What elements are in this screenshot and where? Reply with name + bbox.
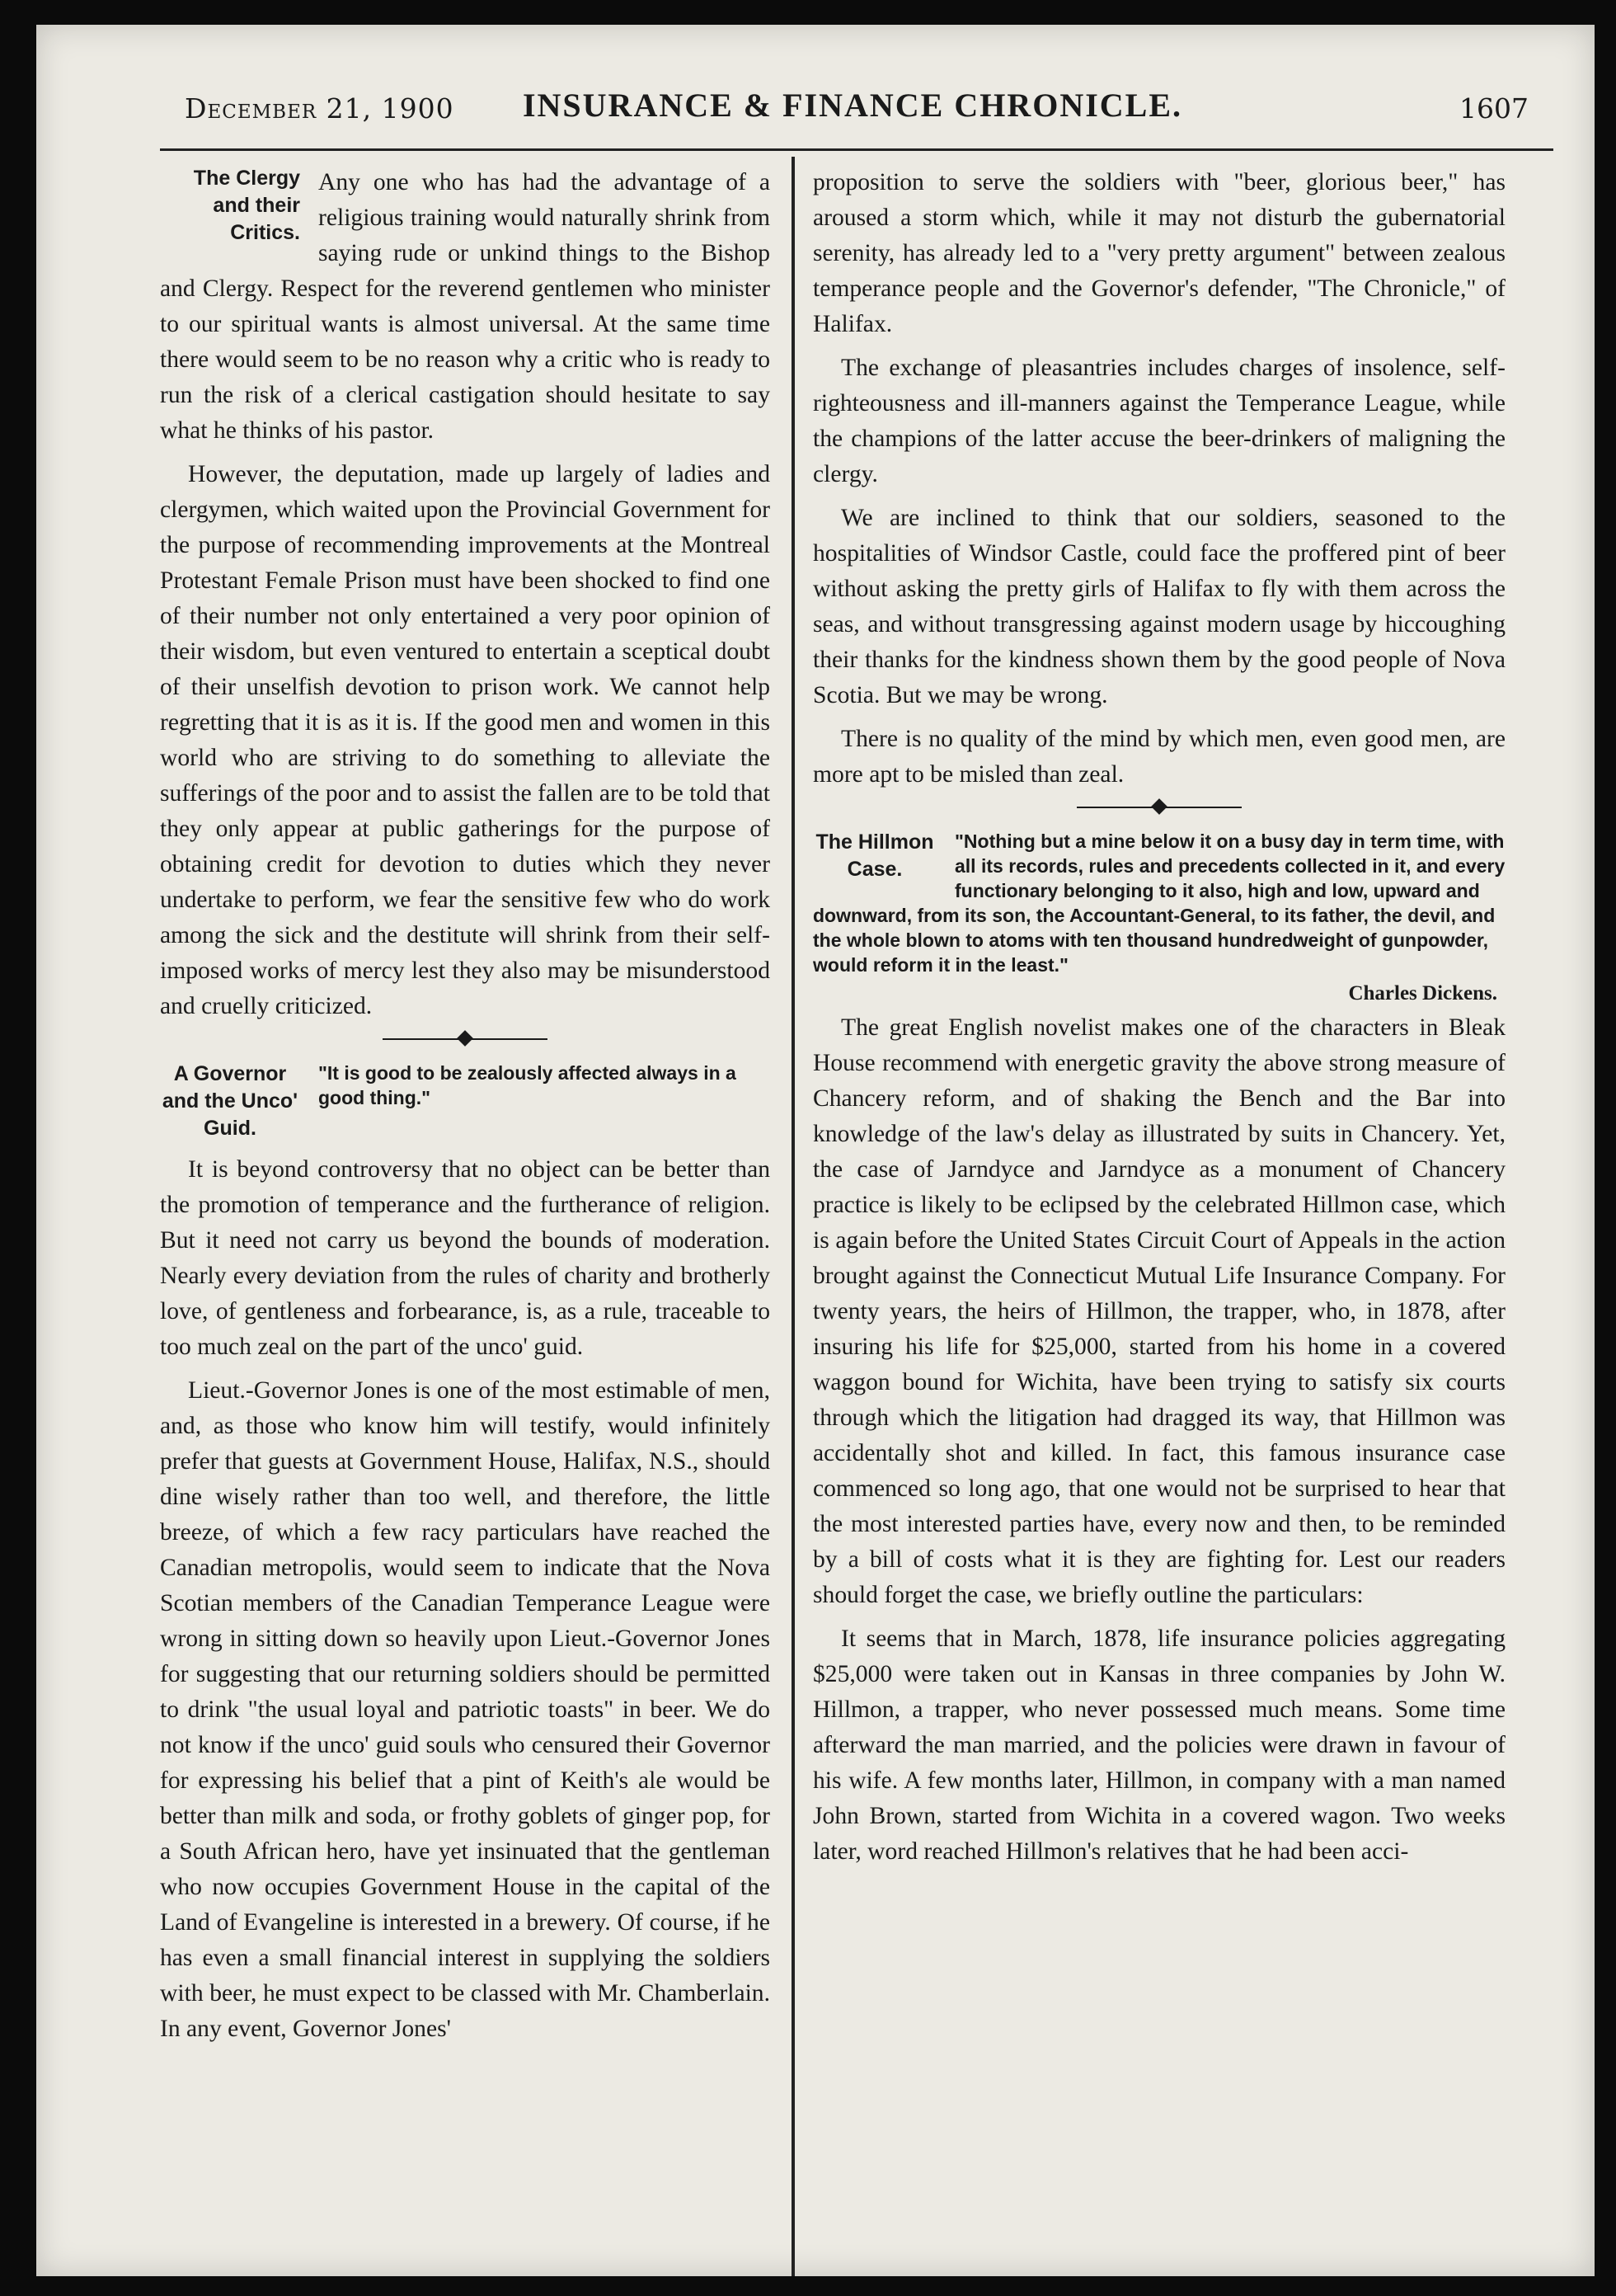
header-date: December 21, 1900 [185, 92, 454, 125]
left-column [160, 165, 770, 2055]
governor-paragraph-3: The exchange of pleasantries includes charges of insolence, self-righteousness and ill-manners against the Temperance League, while the champions of the latter accuse the beer-drinkers of maligning the clergy. [813, 355, 1506, 487]
page-header [152, 86, 1553, 135]
governor-sidehead: A Governor and the Unco' Guid. [162, 1062, 298, 1140]
hillmon-paragraph-1: The great English novelist makes one of the characters in Bleak House recommend with energetic gravity the above strong measure of Chancery reform, and of shaking the Bench and the Bar into knowledge of the law's delay as illustrated by suits in Chancery. Yet, the case of Jarndyce and Jarndyce as a monument of Chancery practice is likely to be eclipsed by the celebrated Hillmon case, which is again before the United States Circuit Court of Appeals in the action brought against the Connecticut Mutual Life Insurance Company. For twenty years, the heirs of Hillmon, the trapper, who, in 1878, after insuring his life for $25,000, started from his home in a covered waggon bound for Wichita, have been trying to satisfy six courts through which the litigation had dragged its way, that Hillmon was accidentally shot and killed. In fact, this famous insurance case commenced so long ago, that one would not be surprised to hear that the most interested parties have, every now and then, to be reminded by a bill of costs what it is they are fighting for. Lest our readers should forget the case, we briefly outline the particulars: [813, 1014, 1506, 1608]
clergy-sidehead: The Clergy and their Critics. [193, 167, 300, 244]
right-column [813, 165, 1506, 1878]
newspaper-page [36, 25, 1595, 2276]
diamond-ornament-icon [1151, 798, 1167, 815]
hillmon-paragraph-2: It seems that in March, 1878, life insurance policies aggregating $25,000 were taken out in Kansas in three companies by John W. Hillmon, a trapper, who never possessed much means. Some time afterward the man married, and the policies were drawn in favour of his wife. A few months later, Hillmon, in company with a man named John Brown, started from Wichita in a covered wagon. Two weeks later, word reached Hillmon's relatives that he had been acci- [813, 1626, 1506, 1865]
header-rule [160, 148, 1553, 151]
section-separator [383, 1033, 547, 1046]
hillmon-sidehead: The Hillmon Case. [815, 830, 934, 881]
governor-continued-paragraph: proposition to serve the soldiers with "beer, glorious beer," has aroused a storm which, while it may not disturb the gubernatorial serenity, has already led to a "very pretty argument" between zealous temperance people and the Governor's defender, "The Chronicle," of Halifax. [813, 169, 1506, 337]
page-number: 1607 [1459, 92, 1529, 125]
clergy-paragraph-2: However, the deputation, made up largely of ladies and clergymen, which waited upon the Provincial Government for the purpose of recommending improvements at the Montreal Protestant Female Prison must have been shocked to find one of their number not only entertained a very poor opinion of their wisdom, but even ventured to entertain a sceptical doubt of their unselfish devotion to prison work. We cannot help regretting that it is as it is. If the good men and women in this world who are striving to do something to alleviate the sufferings of the poor and to assist the fallen are to be told that they only appear at public gatherings for the purpose of obtaining credit for devotion to duties which they never undertake to perform, we fear the sensitive few who do work among the sick and the destitute will shrink from their self-imposed works of mercy lest they also may be misunderstood and cruelly criticized. [160, 461, 770, 1019]
hillmon-epigraph: "Nothing but a mine below it on a busy day in term time, with all its records, rules and precedents collected in it, and every functionary belonging to it also, high and low, upward and downward, from its son, the Accountant-General, to its father, the devil, and the whole blown to atoms with ten thousand hundredweight of gunpowder, would reform it in the least." [813, 830, 1506, 976]
header-title: INSURANCE & FINANCE CHRONICLE. [522, 87, 1183, 124]
clergy-paragraph-1: Any one who has had the advantage of a religious training would naturally shrink from saying rude or unkind things to the Bishop and Clergy. Respect for the reverend gentlemen who minister to our spiritual wants is almost universal. At the same time there would seem to be no reason why a critic who is ready to run the risk of a clerical castigation should hesitate to say what he thinks of his pastor. [160, 169, 770, 444]
governor-epigraph: "It is good to be zealously affected always in a good thing." [318, 1062, 736, 1108]
governor-paragraph-4: We are inclined to think that our soldiers, seasoned to the hospitalities of Windsor Castle, could face the proffered pint of beer without asking the pretty girls of Halifax to fly with them across the seas, and without transgressing against modern usage by hiccoughing their thanks for the kindness shown them by the good people of Nova Scotia. But we may be wrong. [813, 505, 1506, 708]
governor-paragraph-2: Lieut.-Governor Jones is one of the most estimable of men, and, as those who know him will testify, would infinitely prefer that guests at Government House, Halifax, N.S., should dine wisely rather than too well, and therefore, the little breeze, of which a few racy particulars have reached the Canadian metropolis, would seem to indicate that the Nova Scotian members of the Canadian Temperance League were wrong in sitting down so heavily upon Lieut.-Governor Jones for suggesting that our returning soldiers should be permitted to drink "the usual loyal and patriotic toasts" in beer. We do not know if the unco' guid souls who censured their Governor for expressing his belief that a pint of Keith's ale would be better than milk and soda, or frothy goblets of ginger pop, for a South African hero, have yet insinuated that the gentleman who now occupies Government House in the capital of the Land of Evangeline is interested in a brewery. Of course, if he has even a small financial interest in supplying the soldiers with beer, he must expect to be classed with Mr. Chamberlain. In any event, Governor Jones' [160, 1377, 770, 2042]
column-divider [792, 157, 795, 2276]
epigraph-attribution: Charles Dickens. [1348, 982, 1497, 1004]
governor-paragraph-5: There is no quality of the mind by which men, even good men, are more apt to be misled than zeal. [813, 726, 1506, 788]
section-separator [1077, 801, 1242, 814]
diamond-ornament-icon [457, 1030, 473, 1047]
governor-paragraph-1: It is beyond controversy that no object can be better than the promotion of temperance and the furtherance of religion. But it need not carry us beyond the bounds of moderation. Nearly every deviation from the rules of charity and brotherly love, of gentleness and forbearance, is, as a rule, traceable to too much zeal on the part of the unco' guid. [160, 1156, 770, 1360]
